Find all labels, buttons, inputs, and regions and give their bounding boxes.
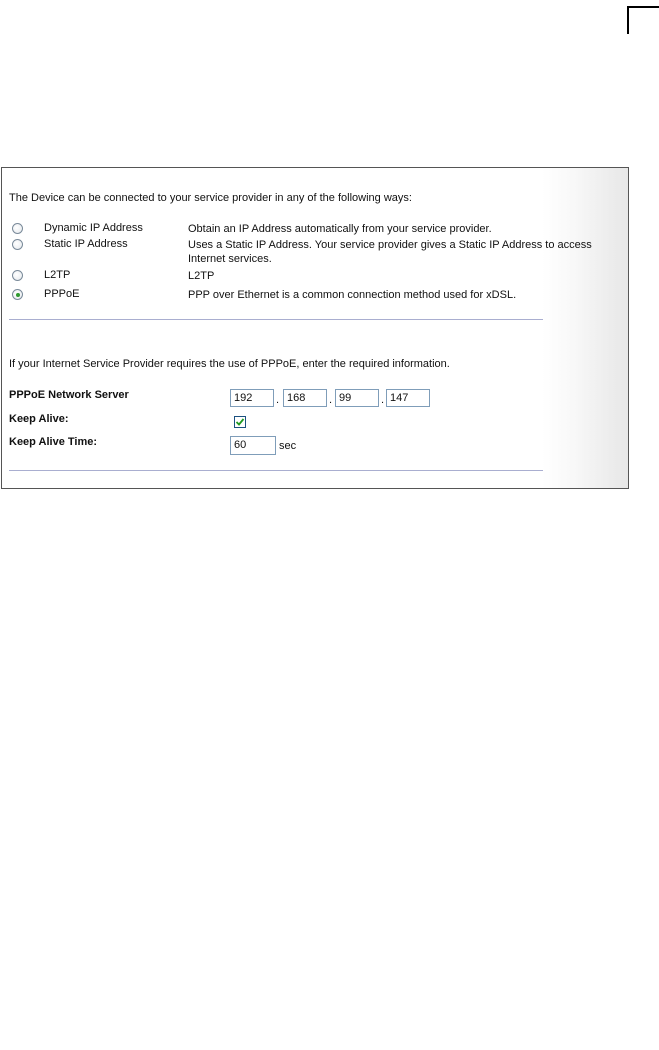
pppoe-intro-text: If your Internet Service Provider requires the use of PPPoE, enter the required information. (9, 358, 450, 370)
static-ip-radio[interactable] (12, 239, 23, 250)
checkmark-icon (235, 417, 245, 427)
section-divider (9, 470, 543, 471)
pppoe-description: PPP over Ethernet is a common connection method used for xDSL. (188, 289, 517, 301)
section-divider (9, 319, 543, 320)
connection-option-dynamic-ip[interactable] (2, 222, 628, 238)
ip-octet-1-input[interactable]: 192 (230, 389, 274, 407)
ip-separator: . (381, 394, 385, 406)
wan-settings-panel (1, 167, 629, 489)
keep-alive-time-unit: sec (279, 440, 297, 452)
l2tp-label: L2TP (44, 269, 71, 281)
dynamic-ip-description: Obtain an IP Address automatically from your service provider. (188, 223, 492, 235)
connection-option-l2tp[interactable] (2, 269, 628, 285)
pppoe-network-server-label: PPPoE Network Server (9, 389, 129, 401)
pppoe-radio[interactable] (12, 289, 23, 300)
static-ip-description: Uses a Static IP Address. Your service provider gives a Static IP Address to access Internet services. (188, 239, 592, 265)
keep-alive-time-input[interactable]: 60 (230, 436, 276, 455)
crop-mark (627, 6, 659, 34)
pppoe-label: PPPoE (44, 288, 80, 300)
keep-alive-checkbox[interactable] (234, 416, 246, 428)
l2tp-description: L2TP (188, 270, 215, 282)
connection-option-static-ip[interactable] (2, 238, 628, 265)
ip-octet-3-input[interactable]: 99 (335, 389, 379, 407)
connection-intro-text: The Device can be connected to your service provider in any of the following ways: (9, 192, 412, 204)
ip-octet-2-input[interactable]: 168 (283, 389, 327, 407)
ip-separator: . (329, 394, 333, 406)
dynamic-ip-label: Dynamic IP Address (44, 222, 143, 234)
ip-octet-4-input[interactable]: 147 (386, 389, 430, 407)
connection-option-pppoe[interactable] (2, 288, 628, 304)
l2tp-radio[interactable] (12, 270, 23, 281)
dynamic-ip-radio[interactable] (12, 223, 23, 234)
keep-alive-label: Keep Alive: (9, 413, 69, 425)
static-ip-label: Static IP Address (44, 238, 128, 250)
keep-alive-time-label: Keep Alive Time: (9, 436, 98, 448)
ip-separator: . (276, 394, 280, 406)
